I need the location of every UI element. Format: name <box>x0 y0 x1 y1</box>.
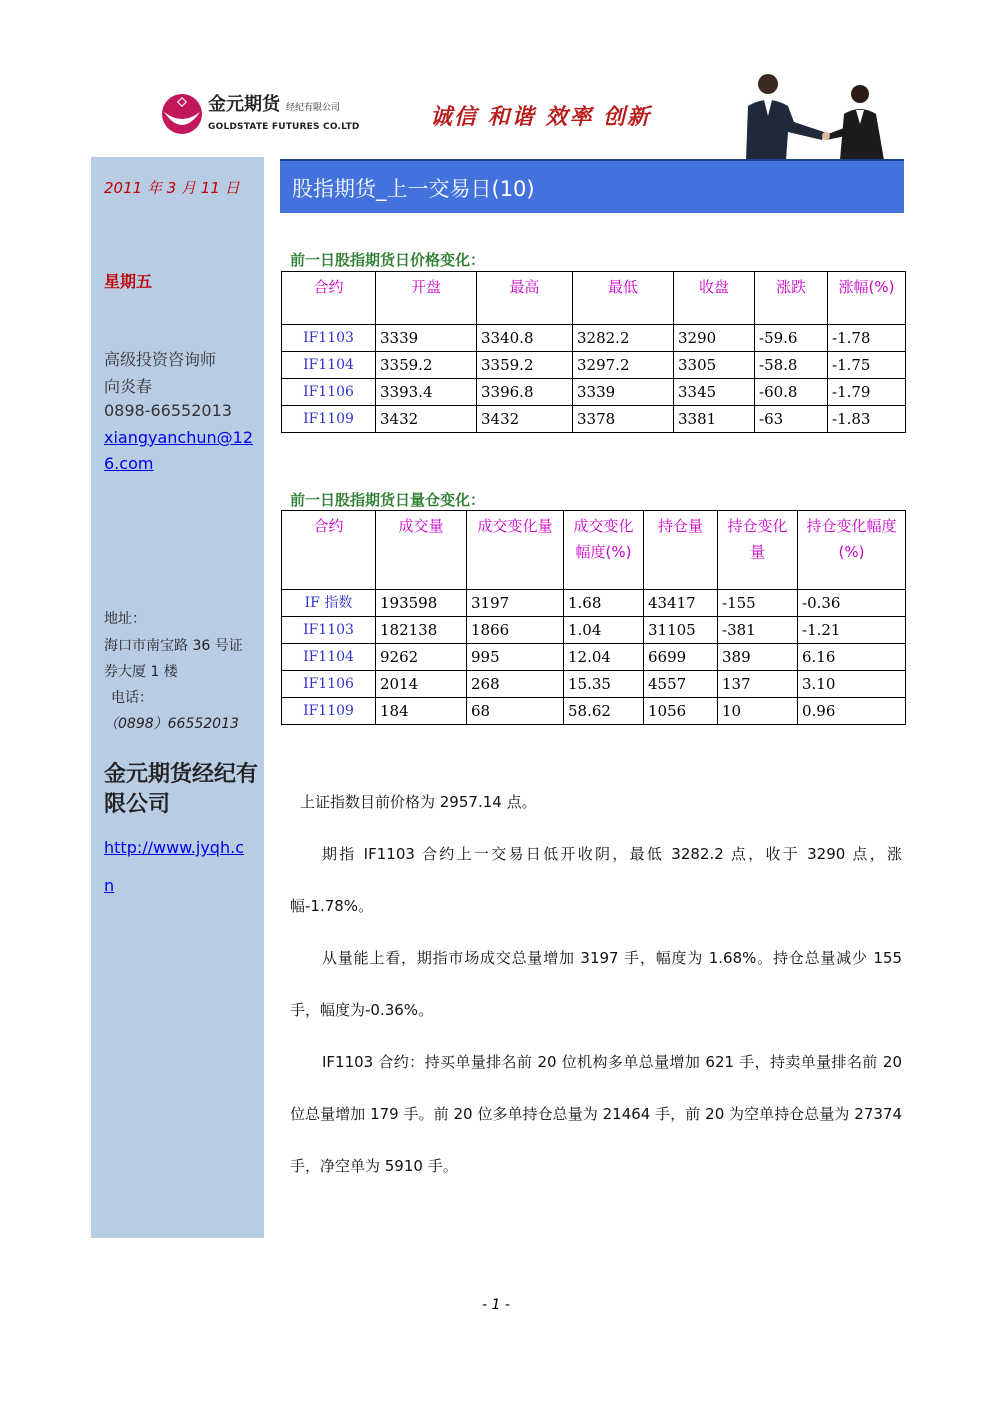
table-cell: 3297.2 <box>573 352 674 379</box>
table-cell: 3432 <box>376 406 477 433</box>
table-cell: 3305 <box>674 352 755 379</box>
table-cell: -1.79 <box>828 379 906 406</box>
volume-header-cell: 合约 <box>282 511 376 590</box>
table-cell: 3345 <box>674 379 755 406</box>
price-header-cell: 涨跌 <box>755 272 828 325</box>
table-cell: 3339 <box>376 325 477 352</box>
company-logo <box>160 86 360 146</box>
title-bar <box>280 159 904 213</box>
logo-chinese-suffix: 经纪有限公司 <box>286 103 341 113</box>
table-cell: -1.21 <box>798 617 906 644</box>
analysis-paragraph-4: IF1103 合约：持买单量排名前 20 位机构多单总量增加 621 手，持卖单量排名前 20 位总量增加 179 手。前 20 位多单持仓总量为 21464 手，前 20 为空单持仓总量为 27374 手，净空单为 5910 手。 <box>290 1053 902 1175</box>
price-header-cell: 最低 <box>573 272 674 325</box>
logo-english-name: GOLDSTATE FUTURES CO.LTD <box>208 122 360 132</box>
table-cell: 995 <box>467 644 564 671</box>
volume-header-cell: 持仓变化幅度(%) <box>798 511 906 590</box>
analyst-email-link-cont[interactable]: 6.com <box>104 454 154 473</box>
contract-code-cell: IF1109 <box>282 406 376 433</box>
address-label: 地址： <box>104 611 146 627</box>
table-cell: 58.62 <box>564 698 644 725</box>
table-cell: 12.04 <box>564 644 644 671</box>
table-cell: 3393.4 <box>376 379 477 406</box>
table-row <box>282 671 906 698</box>
table-cell: -0.36 <box>798 590 906 617</box>
table-cell: 2014 <box>376 671 467 698</box>
table-cell: 10 <box>718 698 798 725</box>
contract-code-cell: IF1103 <box>282 325 376 352</box>
table-cell: 6699 <box>644 644 718 671</box>
website-link[interactable]: http://www.jyqh.c <box>104 838 244 857</box>
table-cell: 1866 <box>467 617 564 644</box>
page-title: 股指期货_上一交易日(10) <box>292 177 535 201</box>
table-cell: -381 <box>718 617 798 644</box>
table-cell: 3378 <box>573 406 674 433</box>
table-cell: -63 <box>755 406 828 433</box>
logo-mark-icon <box>160 92 204 136</box>
table-cell: 15.35 <box>564 671 644 698</box>
price-header-cell: 开盘 <box>376 272 477 325</box>
company-name: 金元期货经纪有限公司 <box>104 762 259 817</box>
weekday: 星期五 <box>104 272 153 291</box>
table-cell: -59.6 <box>755 325 828 352</box>
table-row <box>282 644 906 671</box>
table-cell: 3290 <box>674 325 755 352</box>
price-header-cell: 合约 <box>282 272 376 325</box>
table-cell: 31105 <box>644 617 718 644</box>
table-cell: 389 <box>718 644 798 671</box>
volume-header-cell: 成交变化幅度(%) <box>564 511 644 590</box>
analyst-name: 向炎春 <box>104 377 153 396</box>
analysis-paragraph-3: 从量能上看，期指市场成交总量增加 3197 手，幅度为 1.68%。持仓总量减少 155 手，幅度为-0.36%。 <box>290 949 902 1019</box>
page-number: - 1 - <box>482 1297 510 1313</box>
table-cell: 1.04 <box>564 617 644 644</box>
table-cell: 1.68 <box>564 590 644 617</box>
analyst-role: 高级投资咨询师 <box>104 350 217 369</box>
table-row <box>282 379 906 406</box>
volume-header-cell: 成交变化量 <box>467 511 564 590</box>
table-row <box>282 590 906 617</box>
volume-header-cell: 持仓变化量 <box>718 511 798 590</box>
table-row <box>282 352 906 379</box>
table-cell: 3432 <box>477 406 573 433</box>
table-cell: -60.8 <box>755 379 828 406</box>
table-cell: 68 <box>467 698 564 725</box>
contract-code-cell: IF1103 <box>282 617 376 644</box>
table-cell: 268 <box>467 671 564 698</box>
contract-code-cell: IF1109 <box>282 698 376 725</box>
table-cell: 3339 <box>573 379 674 406</box>
contract-code-cell: IF1104 <box>282 644 376 671</box>
slogan: 诚信 和谐 效率 创新 <box>430 105 651 130</box>
table-row <box>282 617 906 644</box>
logo-chinese-name: 金元期货 <box>208 94 280 115</box>
price-header-cell: 涨幅(%) <box>828 272 906 325</box>
table-cell: 9262 <box>376 644 467 671</box>
table-row <box>282 325 906 352</box>
address-line-1: 海口市南宝路 36 号证 <box>104 638 243 654</box>
analysis-paragraph-1: 上证指数目前价格为 2957.14 点。 <box>300 793 537 811</box>
table-cell: 3197 <box>467 590 564 617</box>
price-header-cell: 最高 <box>477 272 573 325</box>
table-cell: 4557 <box>644 671 718 698</box>
address-line-2: 券大厦 1 楼 <box>104 664 178 680</box>
contract-code-cell: IF 指数 <box>282 590 376 617</box>
price-table <box>281 271 906 433</box>
table-cell: 6.16 <box>798 644 906 671</box>
table-cell: 43417 <box>644 590 718 617</box>
table-row <box>282 698 906 725</box>
table-cell: -1.83 <box>828 406 906 433</box>
website-link-cont[interactable]: n <box>104 876 115 895</box>
table-cell: 3340.8 <box>477 325 573 352</box>
contract-code-cell: IF1104 <box>282 352 376 379</box>
table-row <box>282 406 906 433</box>
table-cell: 0.96 <box>798 698 906 725</box>
analyst-email-link[interactable]: xiangyanchun@12 <box>104 428 254 447</box>
volume-header-cell: 成交量 <box>376 511 467 590</box>
price-header-cell: 收盘 <box>674 272 755 325</box>
volume-table <box>281 510 906 725</box>
contract-code-cell: IF1106 <box>282 671 376 698</box>
table-cell: 3396.8 <box>477 379 573 406</box>
table-cell: -1.78 <box>828 325 906 352</box>
analysis-paragraph-2: 期指 IF1103 合约上一交易日低开收阴，最低 3282.2 点，收于 3290 点，涨幅-1.78%。 <box>290 845 902 915</box>
table-cell: -1.75 <box>828 352 906 379</box>
table-cell: 3.10 <box>798 671 906 698</box>
table-cell: 3359.2 <box>477 352 573 379</box>
table-cell: 182138 <box>376 617 467 644</box>
table-cell: -58.8 <box>755 352 828 379</box>
table-cell: 1056 <box>644 698 718 725</box>
table-cell: 137 <box>718 671 798 698</box>
volume-header-cell: 持仓量 <box>644 511 718 590</box>
table-cell: 193598 <box>376 590 467 617</box>
table-cell: 3359.2 <box>376 352 477 379</box>
tel-label: 电话： <box>111 690 153 706</box>
table-cell: 184 <box>376 698 467 725</box>
analyst-phone: 0898-66552013 <box>104 401 232 420</box>
sidebar <box>91 157 264 1238</box>
handshake-people-icon <box>728 70 904 160</box>
report-date: 2011 年 3 月 11 日 <box>104 179 240 197</box>
table-cell: 3282.2 <box>573 325 674 352</box>
volume-table-heading: 前一日股指期货日量仓变化： <box>290 491 486 509</box>
table-cell: 3381 <box>674 406 755 433</box>
price-table-heading: 前一日股指期货日价格变化： <box>290 251 486 269</box>
table-cell: -155 <box>718 590 798 617</box>
contract-code-cell: IF1106 <box>282 379 376 406</box>
tel-value: （0898）66552013 <box>104 716 239 732</box>
